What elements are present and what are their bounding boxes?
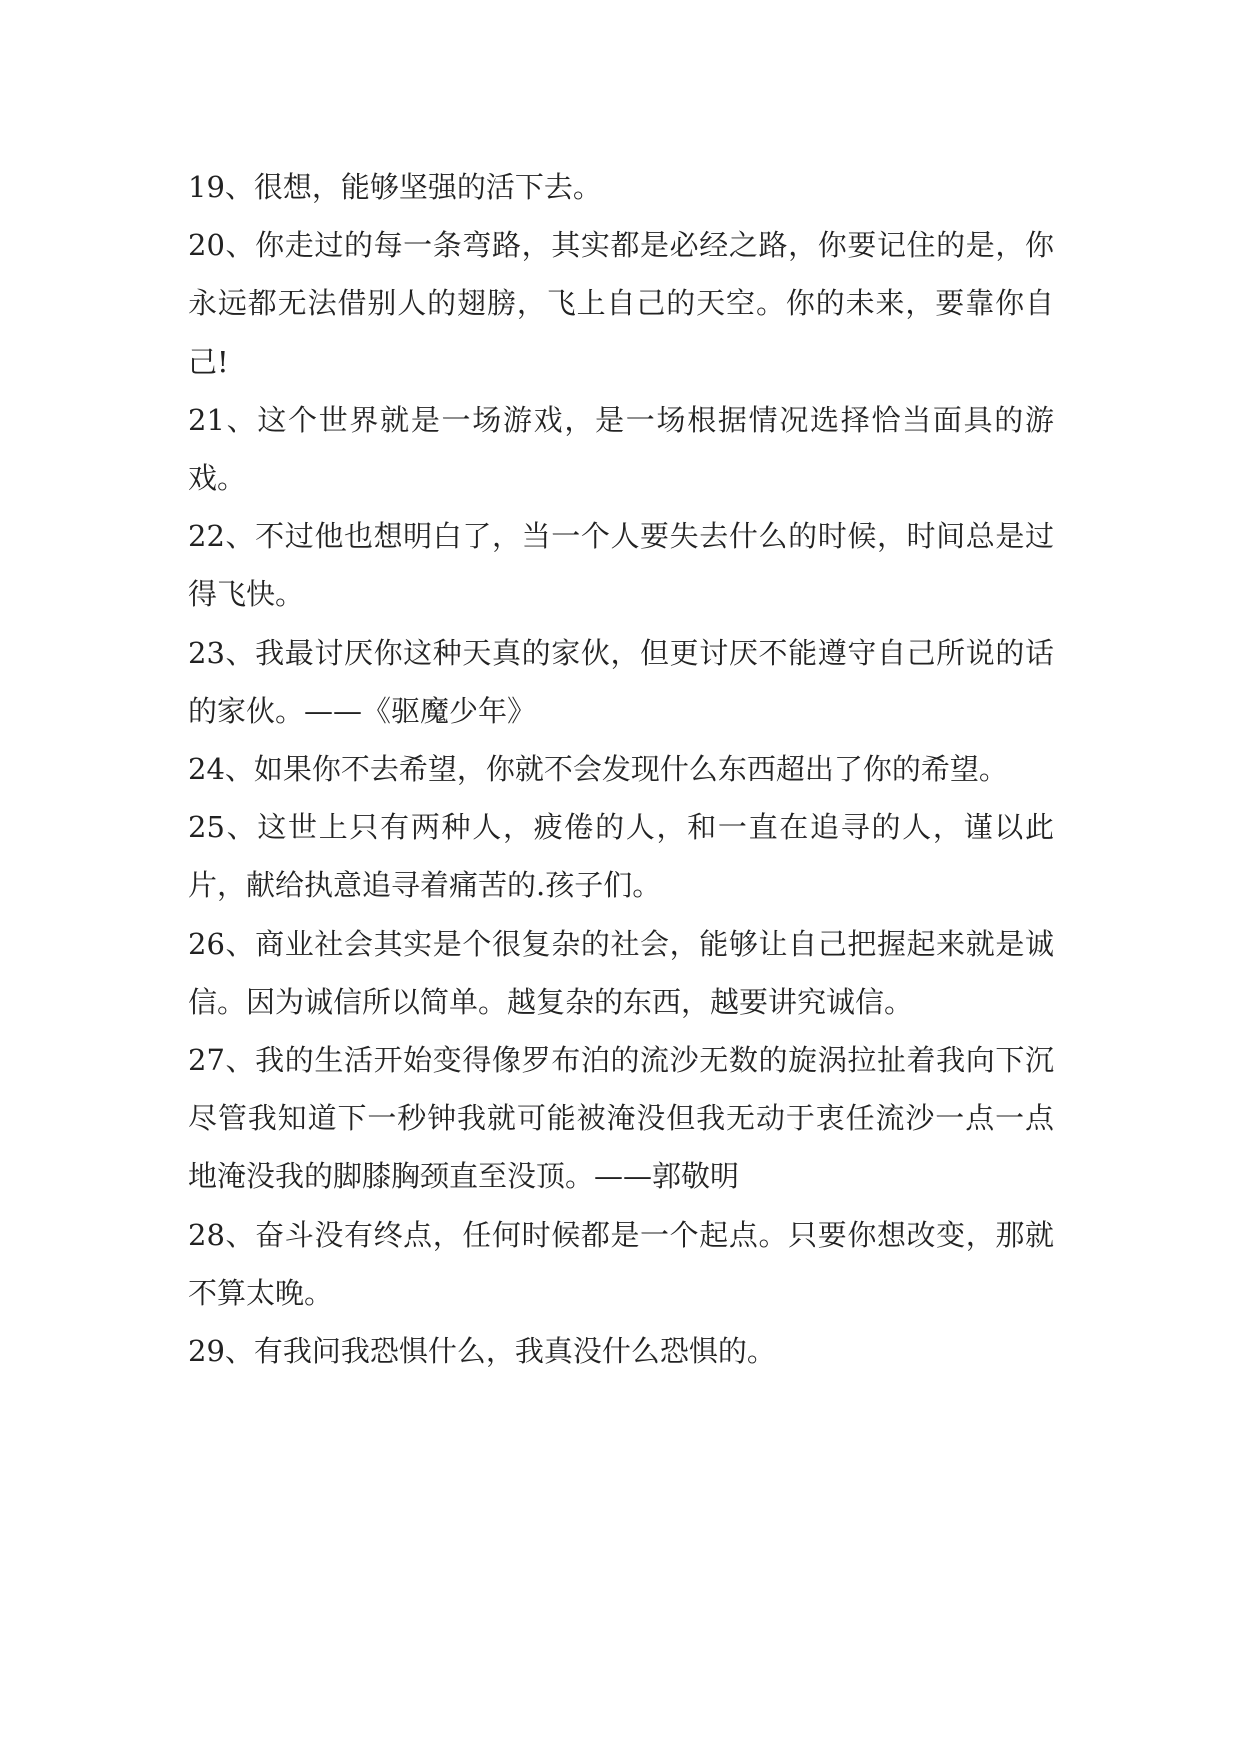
paragraph-29: 29、有我问我恐惧什么，我真没什么恐惧的。 bbox=[188, 1334, 776, 1369]
paragraph-19: 19、很想，能够坚强的活下去。 bbox=[188, 170, 602, 204]
paragraph-22: 22、不过他也想明白了，当一个人要失去什么的时候，时间总是过得飞快。 bbox=[188, 519, 1054, 612]
paragraph-24: 24、如果你不去希望，你就不会发现什么东西超出了你的希望。 bbox=[188, 752, 1008, 787]
paragraph-21: 21、这个世界就是一场游戏，是一场根据情况选择恰当面具的游戏。 bbox=[188, 402, 1054, 496]
paragraph-28: 28、奋斗没有终点，任何时候都是一个起点。只要你想改变，那就不算太晚。 bbox=[188, 1217, 1054, 1310]
paragraph-25: 25、这世上只有两种人，疲倦的人，和一直在追寻的人，谨以此片，献给执意追寻着痛苦的.孩子们。 bbox=[188, 810, 1054, 903]
paragraph-27: 27、我的生活开始变得像罗布泊的流沙无数的旋涡拉扯着我向下沉尽管我知道下一秒钟我就可能被淹没但我无动于衷任流沙一点一点地淹没我的脚膝胸颈直至没顶。——郭敬明 bbox=[188, 1043, 1054, 1194]
paragraph-20: 20、你走过的每一条弯路，其实都是必经之路，你要记住的是，你永远都无法借别人的翅膀，飞上自己的天空。你的未来，要靠你自己! bbox=[188, 228, 1054, 379]
paragraph-26: 26、商业社会其实是个很复杂的社会，能够让自己把握起来就是诚信。因为诚信所以简单。越复杂的东西，越要讲究诚信。 bbox=[188, 926, 1054, 1019]
document-body bbox=[188, 158, 1054, 1380]
paragraph-23: 23、我最讨厌你这种天真的家伙，但更讨厌不能遵守自己所说的话的家伙。——《驱魔少年》 bbox=[188, 635, 1054, 728]
